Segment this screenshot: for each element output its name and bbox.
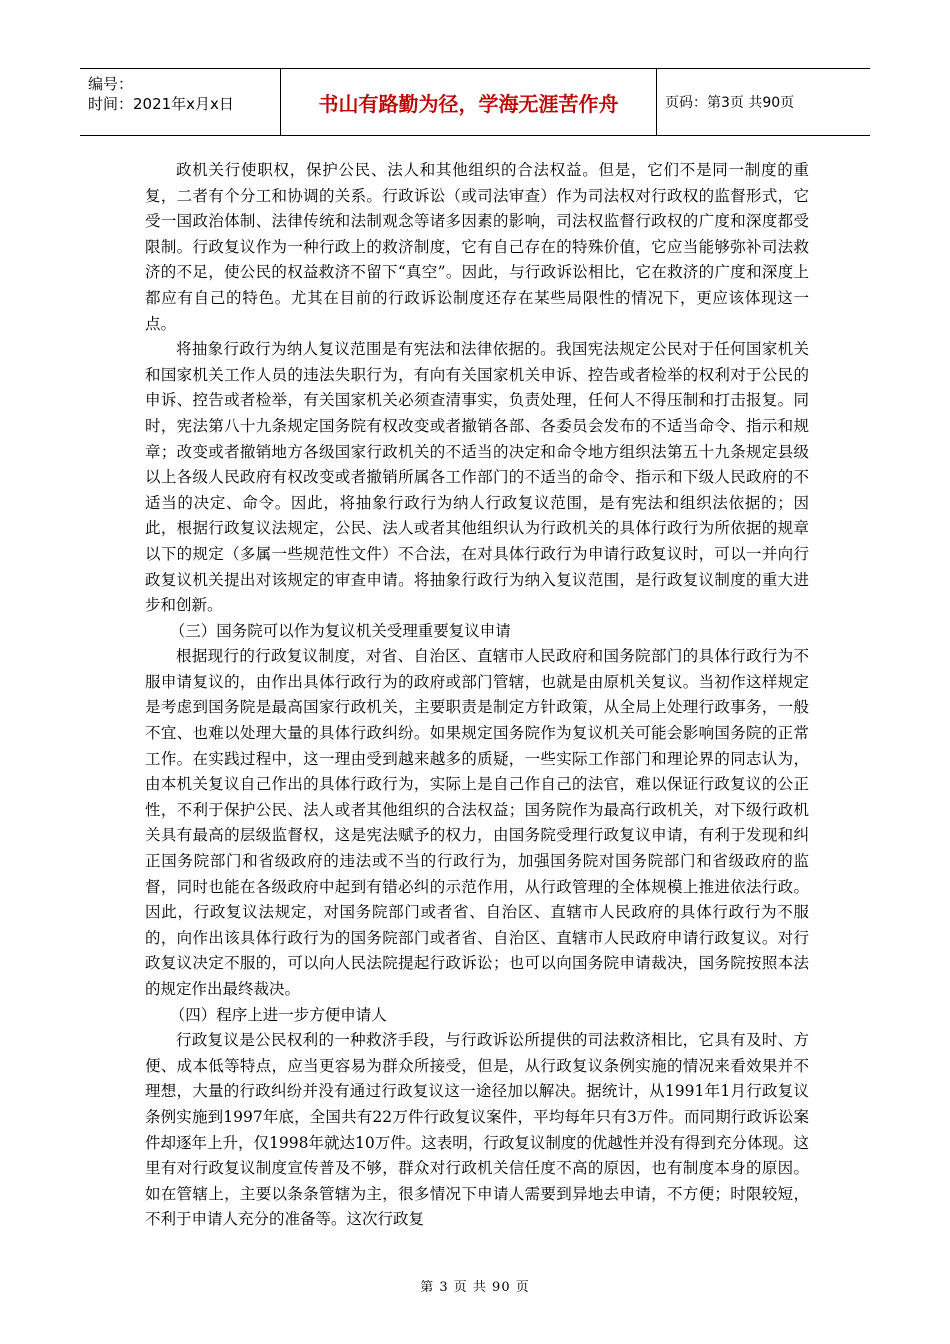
section-heading: （三）国务院可以作为复议机关受理重要复议申请 <box>169 621 511 640</box>
page-header <box>80 68 870 136</box>
header-meta <box>80 69 281 135</box>
header-page-label: 页码：第3页 共90页 <box>665 95 795 111</box>
time-label: 时间：2021年x月x日 <box>88 95 234 113</box>
number-label: 编号： <box>88 75 134 93</box>
paragraph: 将抽象行政行为纳人复议范围是有宪法和法律依据的。我国宪法规定公民对于任何国家机关和国家机关工作人员的违法失职行为，有向有关国家机关申诉、控告或者检举的权利对于公民的申诉、控告或者检举，有关国家机关必须查清事实，负责处理，任何人不得压制和打击报复。同时，宪法第八十九条规定国务院有权改变或者撤销各部、各委员会发布的不适当命令、指示和规章；改变或者撤销地方各级国家行政机关的不适当的决定和命令地方组织法第五十九条规定县级以上各级人民政府有权改变或者撤销所属各工作部门的不适当的命令、指示和下级人民政府的不适当的决定、命令。因此，将抽象行政行为纳人行政复议范围，是有宪法和组织法依据的；因此，根据行政复议法规定，公民、法人或者其他组织认为行政机关的具体行政行为所依据的规章以下的规定（多属一些规范性文件）不合法，在对具体行政行为申请行政复议时，可以一并向行政复议机关提出对该规定的审查申请。将抽象行政行为纳入复议范围，是行政复议制度的重大进步和创新。 <box>145 340 809 615</box>
paragraph: 根据现行的行政复议制度，对省、自治区、直辖市人民政府和国务院部门的具体行政行为不服申请复议的，由作出具体行政行为的政府或部门管辖，也就是由原机关复议。当初作这样规定是考虑到国务院是最高国家行政机关，主要职责是制定方针政策，从全局上处理行政事务，一般不宜、也难以处理大量的具体行政纠纷。如果规定国务院作为复议机关可能会影响国务院的正常工作。在实践过程中，这一理由受到越来越多的质疑，一些实际工作部门和理论界的同志认为，由本机关复议自己作出的具体行政行为，实际上是自己作自己的法官，难以保证行政复议的公正性，不利于保护公民、法人或者其他组织的合法权益；国务院作为最高行政机关，对下级行政机关具有最高的层级监督权，这是宪法赋予的权力，由国务院受理行政复议申请，有利于发现和纠正国务院部门和省级政府的违法或不当的行政行为，加强国务院对国务院部门和省级政府的监督，同时也能在各级政府中起到有错必纠的示范作用，从行政管理的全体规模上推进依法行政。因此，行政复议法规定，对国务院部门或者省、自治区、直辖市人民政府的具体行政行为不服的，向作出该具体行政行为的国务院部门或者省、自治区、直辖市人民政府申请行政复议。对行政复议决定不服的，可以向人民法院提起行政诉讼；也可以向国务院申请裁决，国务院按照本法的规定作出最终裁决。 <box>145 647 809 998</box>
page-footer: 第 3 页 共 90 页 <box>420 1280 530 1295</box>
paragraph: 政机关行使职权，保护公民、法人和其他组织的合法权益。但是，它们不是同一制度的重复，二者有个分工和协调的关系。行政诉讼（或司法审查）作为司法权对行政权的监督形式，它受一国政治体制、法律传统和法制观念等诸多因素的影响，司法权监督行政权的广度和深度都受限制。行政复议作为一种行政上的救济制度，它有自己存在的特殊价值，它应当能够弥补司法救济的不足，使公民的权益救济不留下“真空”。因此，与行政诉讼相比，它在救济的广度和深度上都应有自己的特色。尤其在目前的行政诉讼制度还存在某些局限性的情况下，更应该体现这一点。 <box>145 161 809 333</box>
paragraph: 行政复议是公民权利的一种救济手段，与行政诉讼所提供的司法救济相比，它具有及时、方便、成本低等特点，应当更容易为群众所接受，但是，从行政复议条例实施的情况来看效果并不理想，大量的行政纠纷并没有通过行政复议这一途径加以解决。据统计，从1991年1月行政复议条例实施到1997年底，全国共有22万件行政复议案件，平均每年只有3万件。而同期行政诉讼案件却逐年上升，仅1998年就达10万件。这表明，行政复议制度的优越性并没有得到充分体现。这里有对行政复议制度宣传普及不够，群众对行政机关信任度不高的原因，也有制度本身的原因。如在管辖上，主要以条条管辖为主，很多情况下申请人需要到异地去申请，不方便；时限较短，不利于申请人充分的准备等。这次行政复 <box>145 1031 809 1229</box>
section-heading: （四）程序上进一步方便申请人 <box>169 1005 387 1024</box>
header-motto: 书山有路勤为径，学海无涯苦作舟 <box>281 69 657 135</box>
document-body <box>145 158 809 1233</box>
